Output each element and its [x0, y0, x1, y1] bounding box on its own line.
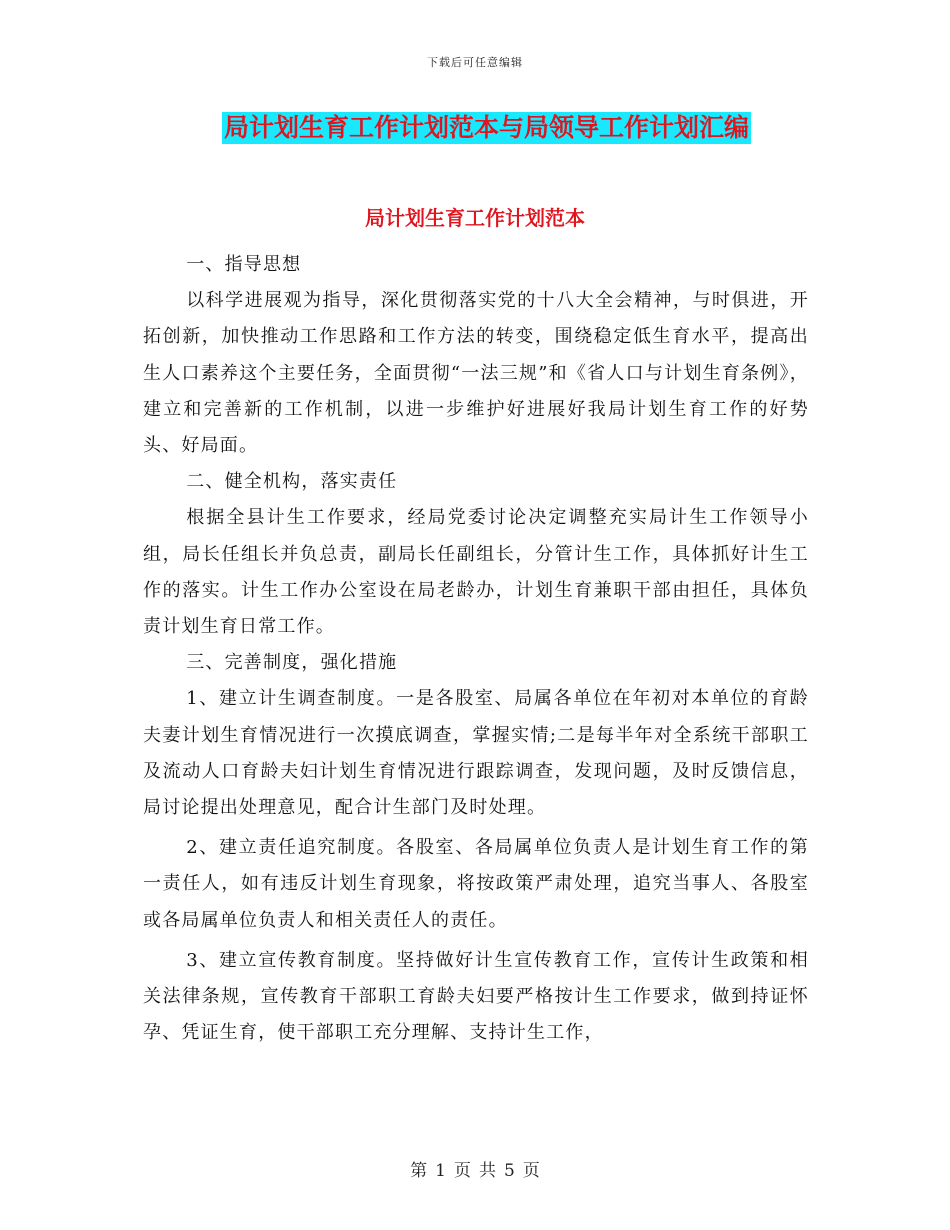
footer-total-prefix: 共 — [479, 1161, 496, 1181]
footer-page-number: 1 — [435, 1161, 446, 1181]
heading-organization: 二、健全机构，落实责任 — [186, 471, 398, 493]
document-body — [143, 247, 809, 1051]
footer-total-pages: 5 — [504, 1161, 515, 1181]
footer-page-word: 页 — [454, 1161, 471, 1181]
paragraph-survey-system: 1、建立计生调查制度。一是各股室、局属各单位在年初对本单位的育龄夫妻计划生育情况进行一次摸底调查，掌握实情;二是每半年对全系统干部职工及流动人口育龄夫妇计划生育情况进行跟踪调查，发现问题，及时反馈信息，局讨论提出处理意见，配合计生部门及时处理。 — [143, 688, 809, 819]
footer-prefix: 第 — [410, 1161, 428, 1181]
header-note: 下载后可任意编辑 — [427, 56, 523, 69]
heading-guiding-thought: 一、指导思想 — [186, 254, 302, 275]
document-title: 局计划生育工作计划范本与局领导工作计划汇编 — [224, 113, 750, 142]
paragraph-accountability-system: 2、建立责任追究制度。各股室、各局属单位负责人是计划生育工作的第一责任人，如有违反计划生育现象，将按政策严肃处理，追究当事人、各股室或各局属单位负责人和相关责任人的责任。 — [143, 837, 809, 931]
paragraph-organization: 根据全县计生工作要求，经局党委讨论决定调整充实局计生工作领导小组，局长任组长并负总责，副局长任副组长，分管计生工作，具体抓好计生工作的落实。计生工作办公室设在局老龄办，计划生育兼职干部由担任，具体负责计划生育日常工作。 — [143, 507, 809, 638]
footer-suffix: 页 — [522, 1161, 540, 1181]
paragraph-publicity-system: 3、建立宣传教育制度。坚持做好计生宣传教育工作，宣传计生政策和相关法律条规，宣传教育干部职工育龄夫妇要严格按计生工作要求，做到持证怀孕、凭证生育，使干部职工充分理解、支持计生工作， — [143, 949, 809, 1044]
page-footer — [0, 1156, 950, 1181]
paragraph-guiding-thought: 以科学进展观为指导，深化贯彻落实党的十八大全会精神，与时俱进，开拓创新，加快推动工作思路和工作方法的转变，围绕稳定低生育水平，提高出生人口素养这个主要任务，全面贯彻“一法三规”和《省人口与计划生育条例》，建立和完善新的工作机制，以进一步维护好进展好我局计划生育工作的好势头、好局面。 — [143, 290, 809, 457]
heading-system-measures: 三、完善制度，强化措施 — [186, 652, 398, 674]
section-title: 局计划生育工作计划范本 — [365, 206, 585, 230]
